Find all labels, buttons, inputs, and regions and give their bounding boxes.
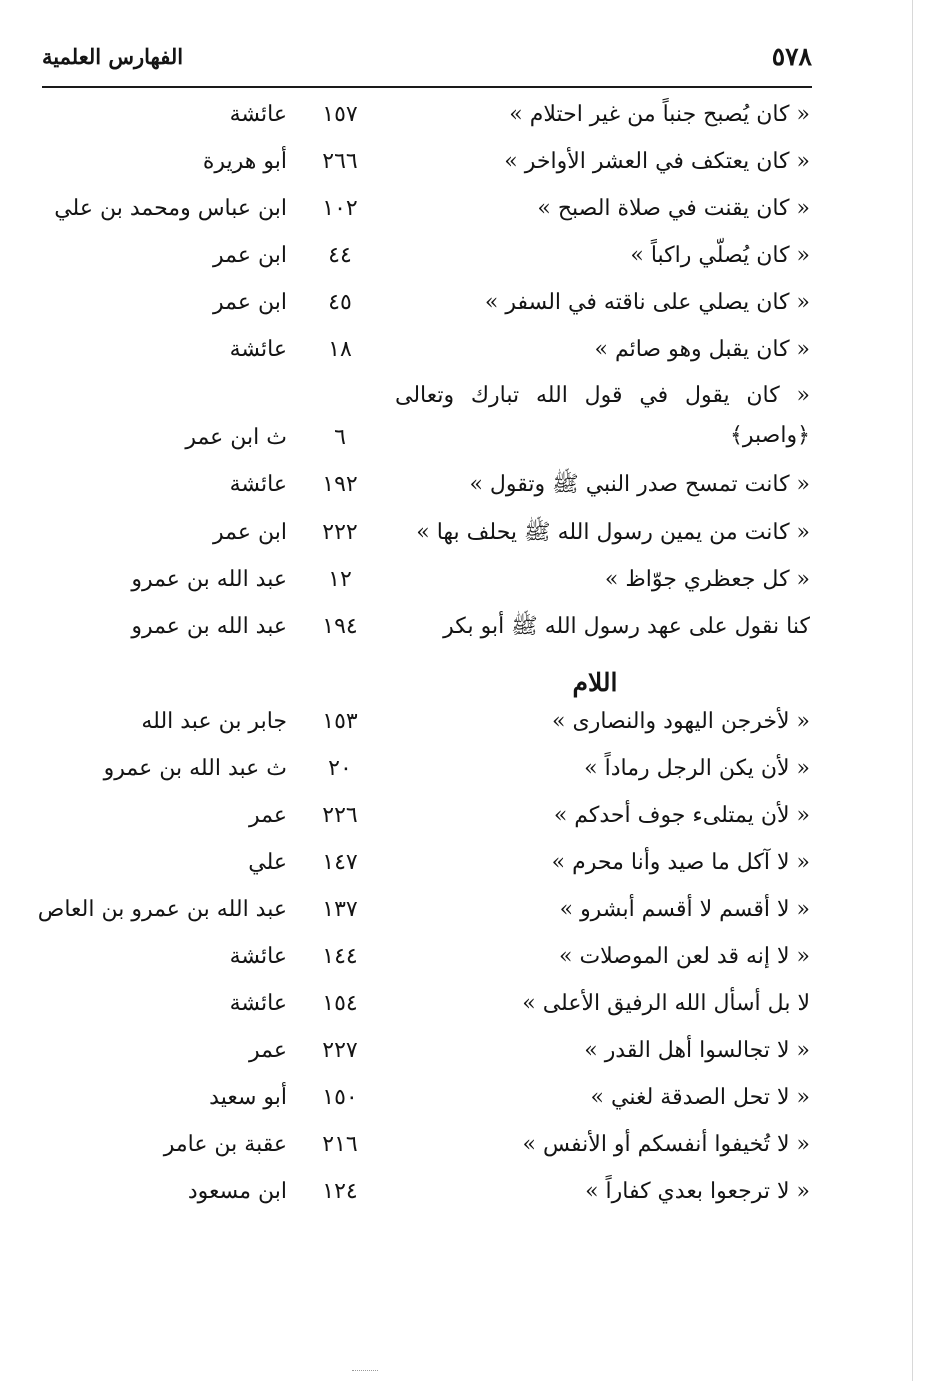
hadith-text: « كان يقول في قول الله تبارك وتعالى ﴿واصبر﴾ (395, 383, 810, 448)
page-reference: ١٢ (328, 567, 352, 592)
page-reference: ١٩٤ (322, 614, 358, 639)
page-reference: ١٨ (328, 337, 352, 362)
page-reference: ١٠٢ (322, 196, 358, 221)
index-entry (0, 843, 935, 883)
page-reference: ١٥٠ (322, 1085, 358, 1110)
index-entry (0, 984, 935, 1024)
hadith-text: « كان يعتكف في العشر الأواخر » (504, 149, 810, 174)
index-entry (0, 236, 935, 276)
hadith-text: « لا آكل ما صيد وأنا محرم » (551, 850, 810, 875)
index-entry (0, 283, 935, 323)
index-entry (0, 95, 935, 135)
scan-artifact (352, 1370, 378, 1373)
hadith-text: « كان يقبل وهو صائم » (594, 337, 810, 362)
narrator-name: ابن عمر (213, 290, 287, 315)
hadith-text: « كان يُصلّي راكباً » (630, 243, 810, 268)
index-entry (0, 937, 935, 977)
hadith-text: « كان يُصبح جنباً من غير احتلام » (509, 102, 810, 127)
index-entry (0, 560, 935, 600)
index-entry (0, 1172, 935, 1212)
page-reference: ١٩٢ (322, 472, 358, 497)
narrator-name: ابن مسعود (187, 1179, 287, 1204)
narrator-name: عائشة (229, 944, 287, 969)
index-entry (0, 890, 935, 930)
hadith-text: « لأخرجن اليهود والنصارى » (552, 709, 810, 734)
index-entry (0, 465, 935, 505)
narrator-name: ابن عمر (213, 520, 287, 545)
page-reference: ١٥٣ (322, 709, 358, 734)
narrator-name: عمر (249, 803, 287, 828)
page-reference: ٢٢٢ (322, 520, 358, 545)
page-reference: ٢٢٧ (322, 1038, 358, 1063)
hadith-text: « لا إنه قد لعن الموصلات » (558, 944, 810, 969)
index-entry (0, 376, 935, 460)
hadith-text: « لا أقسم لا أقسم أبشرو » (559, 897, 810, 922)
index-entry (0, 749, 935, 789)
hadith-text: « كانت من يمين رسول الله ﷺ يحلف بها » (416, 520, 810, 545)
hadith-text: « لا ترجعوا بعدي كفاراً » (585, 1179, 810, 1204)
hadith-text: « كان يصلي على ناقته في السفر » (484, 290, 810, 315)
page-reference: ١٥٤ (322, 991, 358, 1016)
page-reference: ٦ (334, 425, 346, 450)
narrator-name: ث ابن عمر (185, 425, 287, 450)
page-reference: ١٤٤ (322, 944, 358, 969)
hadith-text: « لأن يكن الرجل رماداً » (584, 756, 810, 781)
hadith-text: « لا تُخيفوا أنفسكم أو الأنفس » (522, 1132, 810, 1157)
page-reference: ١٤٧ (322, 850, 358, 875)
narrator-name: أبو هريرة (202, 149, 287, 174)
page-reference: ٢١٦ (322, 1132, 358, 1157)
page-reference: ١٢٤ (322, 1179, 358, 1204)
index-entry (0, 142, 935, 182)
narrator-name: عمر (249, 1038, 287, 1063)
hadith-text: « كان يقنت في صلاة الصبح » (537, 196, 810, 221)
page-reference: ٢٠ (328, 756, 352, 781)
narrator-name: عائشة (229, 472, 287, 497)
narrator-name: جابر بن عبد الله (141, 709, 287, 734)
narrator-name: عائشة (229, 991, 287, 1016)
narrator-name: عبد الله بن عمرو بن العاص (37, 897, 287, 922)
index-entry (0, 513, 935, 553)
page-reference: ٤٤ (328, 243, 352, 268)
index-entry (0, 189, 935, 229)
narrator-name: ابن عمر (213, 243, 287, 268)
hadith-text: لا بل أسأل الله الرفيق الأعلى » (522, 991, 810, 1016)
narrator-name: عقبة بن عامر (163, 1132, 287, 1157)
page-reference: ٢٢٦ (322, 803, 358, 828)
scan-edge-line (912, 0, 913, 1381)
narrator-name: أبو سعيد (209, 1085, 287, 1110)
narrator-name: عبد الله بن عمرو (131, 567, 287, 592)
narrator-name: عائشة (229, 337, 287, 362)
narrator-name: عبد الله بن عمرو (131, 614, 287, 639)
index-entry (0, 1125, 935, 1165)
index-entry (0, 607, 935, 647)
page-reference: ١٥٧ (322, 102, 358, 127)
index-entry (0, 1031, 935, 1071)
hadith-text: « كانت تمسح صدر النبي ﷺ وتقول » (469, 472, 810, 497)
page-reference: ٤٥ (328, 290, 352, 315)
index-entry (0, 1078, 935, 1118)
page-reference: ٢٦٦ (322, 149, 358, 174)
index-entry (0, 702, 935, 742)
hadith-text: « لا تجالسوا أهل القدر » (584, 1038, 810, 1063)
hadith-text: « لأن يمتلىء جوف أحدكم » (553, 803, 810, 828)
hadith-text: « كل جعظري جوّاظ » (604, 567, 810, 592)
narrator-name: ابن عباس ومحمد بن علي (54, 196, 287, 221)
page-reference: ١٣٧ (322, 897, 358, 922)
hadith-text: « لا تحل الصدقة لغني » (590, 1085, 810, 1110)
section-heading: اللام (572, 668, 618, 697)
narrator-name: عائشة (229, 102, 287, 127)
page-header (42, 42, 812, 88)
index-entry (0, 796, 935, 836)
page-number: ٥٧٨ (771, 42, 812, 71)
index-entry (0, 330, 935, 370)
narrator-name: علي (248, 850, 287, 875)
running-title: الفهارس العلمية (42, 44, 184, 69)
hadith-text: كنا نقول على عهد رسول الله ﷺ أبو بكر (443, 614, 810, 639)
narrator-name: ث عبد الله بن عمرو (103, 756, 287, 781)
